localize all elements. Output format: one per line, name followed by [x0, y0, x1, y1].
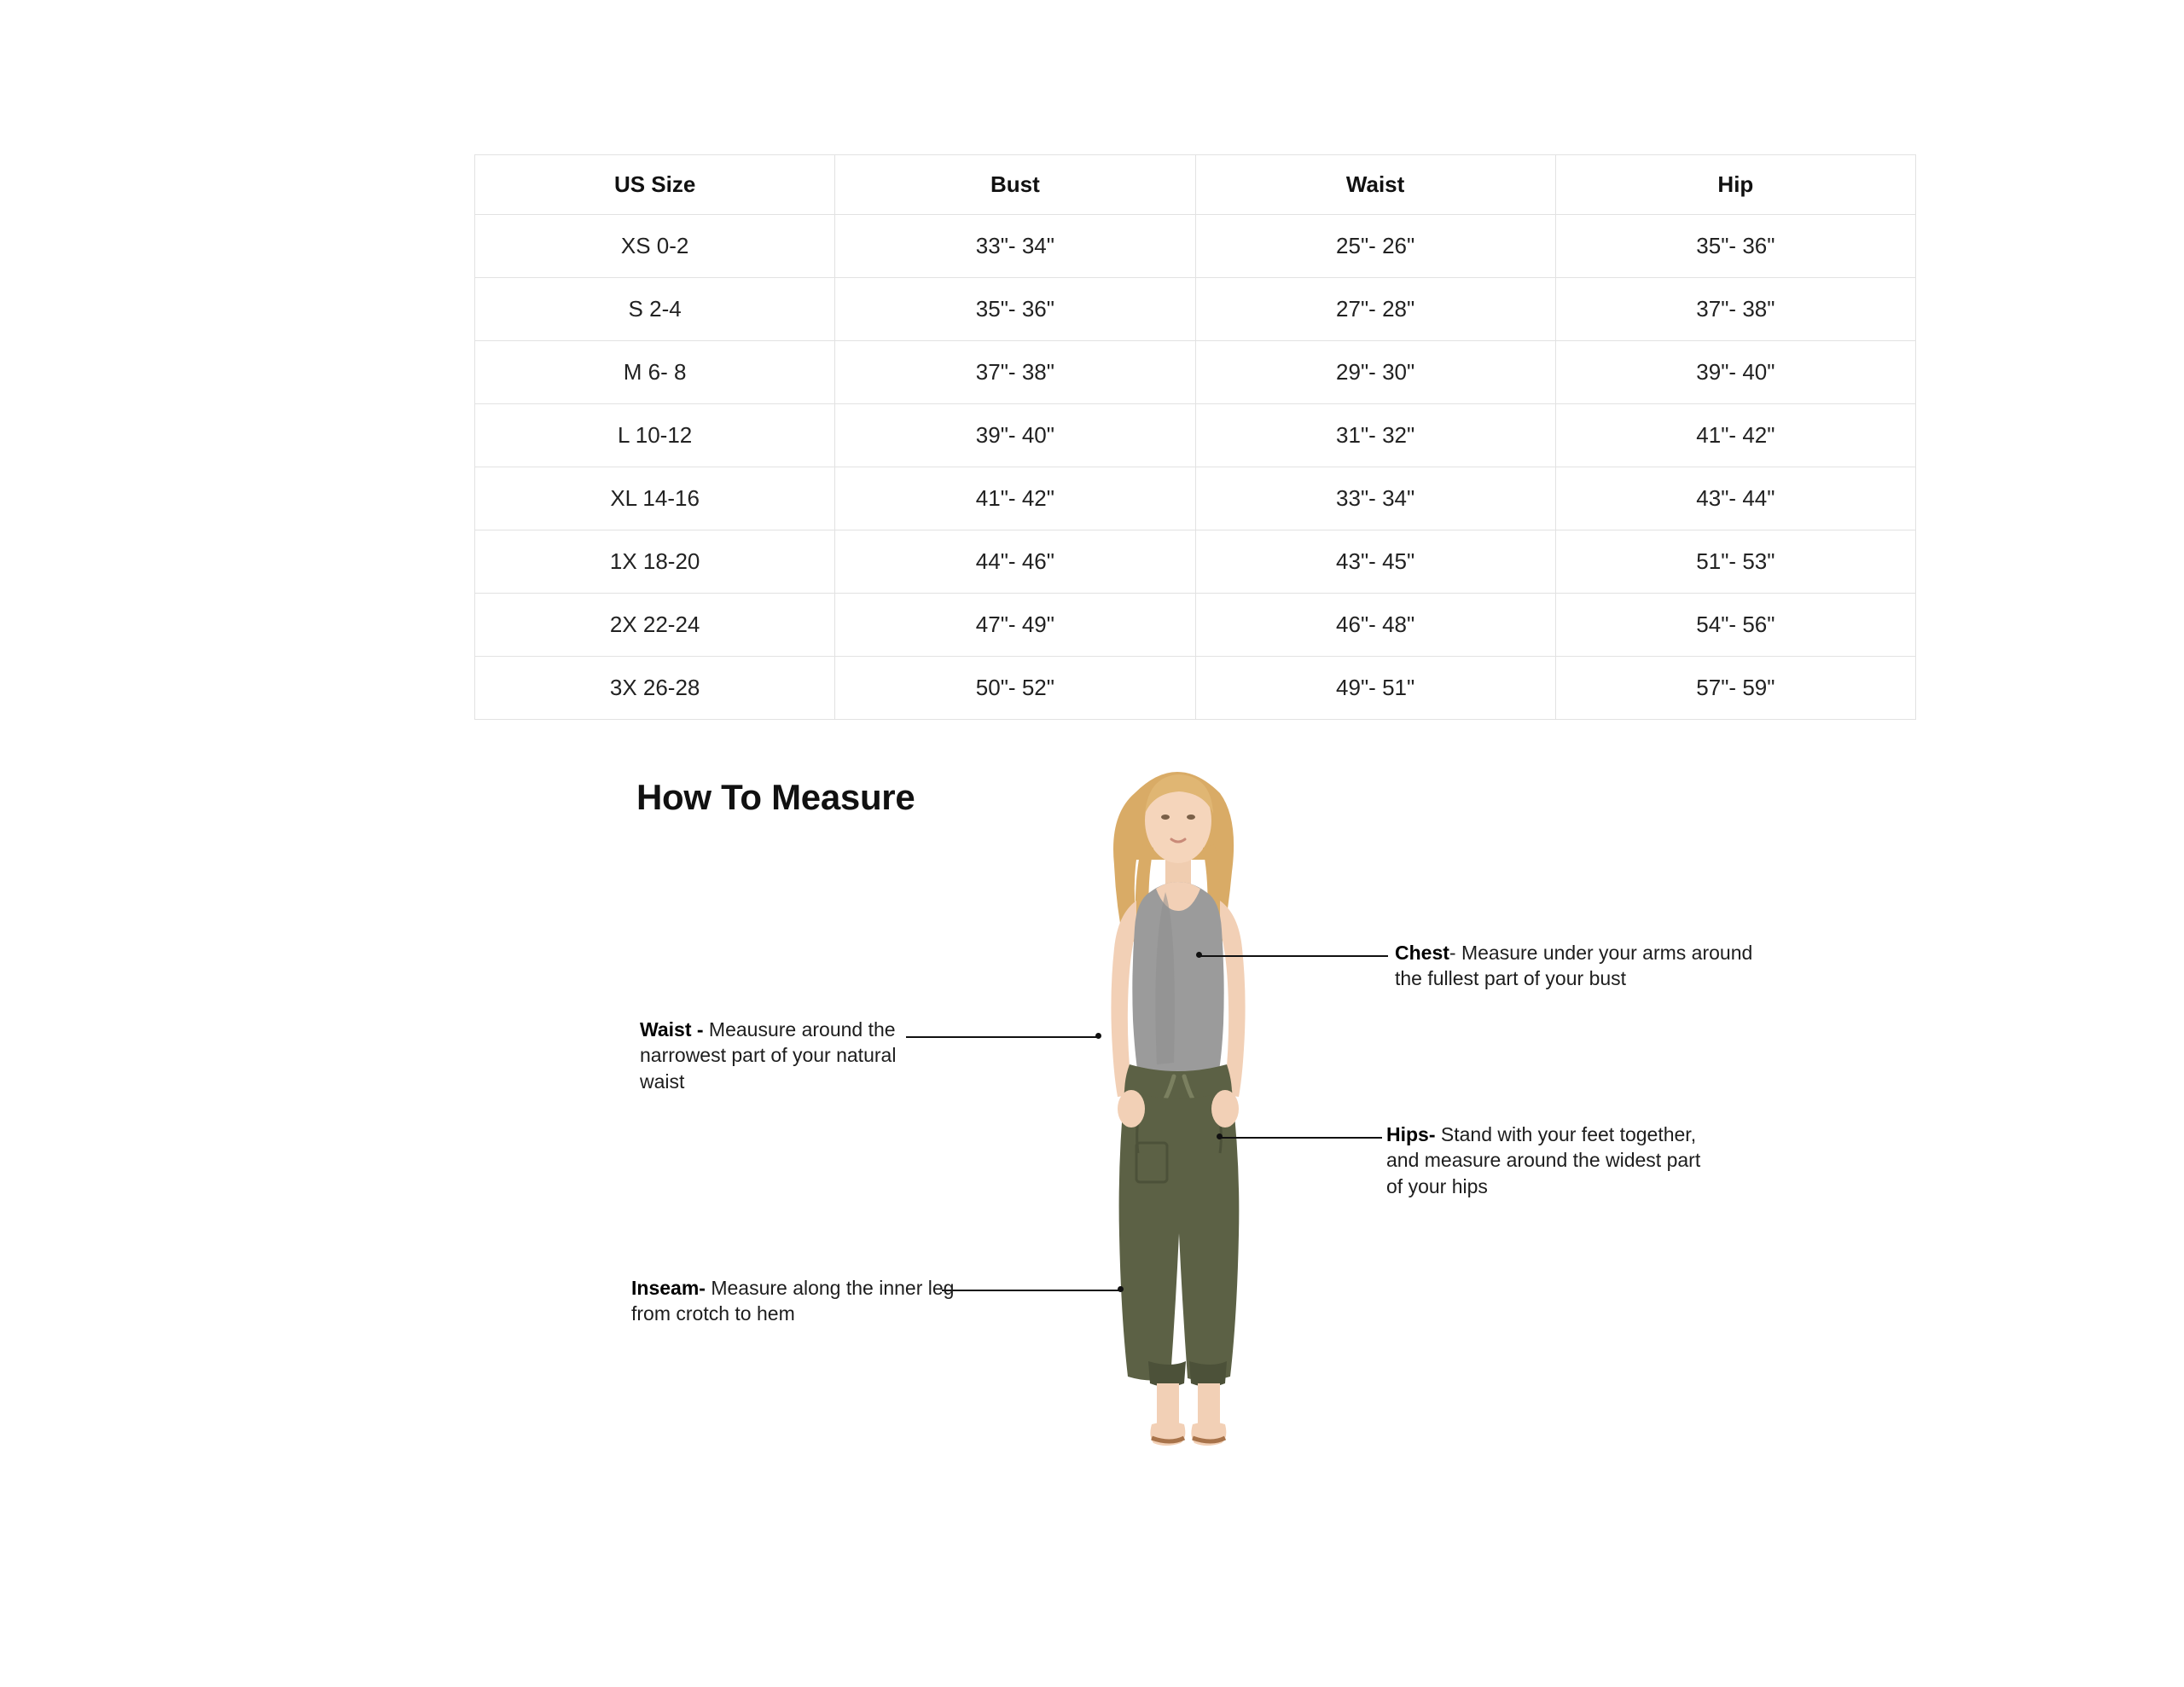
table-row	[475, 594, 1916, 657]
leader-line-hips	[1220, 1137, 1382, 1139]
cell-us-size: 2X 22-24	[475, 594, 835, 657]
column-header-bust: Bust	[835, 155, 1195, 215]
cell-waist: 29"- 30"	[1195, 341, 1555, 404]
how-to-measure-title: How To Measure	[636, 777, 915, 817]
annotation-waist-label: Waist -	[640, 1018, 704, 1041]
table-row	[475, 404, 1916, 467]
cell-bust: 41"- 42"	[835, 467, 1195, 530]
annotation-waist	[640, 1017, 921, 1094]
cell-waist: 25"- 26"	[1195, 215, 1555, 278]
cell-waist: 43"- 45"	[1195, 530, 1555, 594]
cell-us-size: 1X 18-20	[475, 530, 835, 594]
cell-hip: 41"- 42"	[1555, 404, 1915, 467]
cell-bust: 37"- 38"	[835, 341, 1195, 404]
cell-bust: 50"- 52"	[835, 657, 1195, 720]
cell-us-size: XL 14-16	[475, 467, 835, 530]
size-chart-table	[474, 154, 1916, 720]
cell-bust: 44"- 46"	[835, 530, 1195, 594]
leader-line-chest	[1199, 955, 1388, 957]
table-row	[475, 341, 1916, 404]
cell-bust: 47"- 49"	[835, 594, 1195, 657]
cell-hip: 37"- 38"	[1555, 278, 1915, 341]
leader-dot-chest	[1196, 952, 1202, 958]
cell-hip: 54"- 56"	[1555, 594, 1915, 657]
leader-dot-waist	[1095, 1033, 1101, 1039]
cell-waist: 27"- 28"	[1195, 278, 1555, 341]
cell-us-size: S 2-4	[475, 278, 835, 341]
annotation-hips-text: Stand with your feet together, and measure around the widest part of your hips	[1386, 1123, 1701, 1197]
cell-waist: 49"- 51"	[1195, 657, 1555, 720]
leader-dot-inseam	[1118, 1286, 1124, 1292]
table-header-row	[475, 155, 1916, 215]
cell-us-size: 3X 26-28	[475, 657, 835, 720]
table-row	[475, 657, 1916, 720]
cell-hip: 51"- 53"	[1555, 530, 1915, 594]
table-row	[475, 467, 1916, 530]
cell-us-size: XS 0-2	[475, 215, 835, 278]
leader-line-inseam	[942, 1290, 1121, 1291]
cell-hip: 35"- 36"	[1555, 215, 1915, 278]
annotation-chest	[1395, 940, 1753, 992]
table-row	[475, 278, 1916, 341]
table-row	[475, 530, 1916, 594]
cell-us-size: L 10-12	[475, 404, 835, 467]
annotation-inseam-text: Measure along the inner leg from crotch to hem	[631, 1277, 955, 1325]
annotation-chest-label: Chest	[1395, 942, 1449, 964]
cell-bust: 35"- 36"	[835, 278, 1195, 341]
column-header-us-size: US Size	[475, 155, 835, 215]
cell-waist: 33"- 34"	[1195, 467, 1555, 530]
annotation-chest-text: - Measure under your arms around the fullest part of your bust	[1395, 942, 1753, 990]
leader-dot-hips	[1217, 1133, 1223, 1139]
column-header-hip: Hip	[1555, 155, 1915, 215]
cell-bust: 39"- 40"	[835, 404, 1195, 467]
annotation-inseam-label: Inseam-	[631, 1277, 706, 1299]
cell-waist: 31"- 32"	[1195, 404, 1555, 467]
annotation-hips-label: Hips-	[1386, 1123, 1436, 1145]
size-chart-container	[474, 154, 1916, 720]
annotation-inseam	[631, 1275, 956, 1327]
table-row	[475, 215, 1916, 278]
cell-hip: 43"- 44"	[1555, 467, 1915, 530]
model-illustration	[1007, 742, 1348, 1561]
leader-line-waist	[906, 1036, 1099, 1038]
cell-waist: 46"- 48"	[1195, 594, 1555, 657]
cell-hip: 39"- 40"	[1555, 341, 1915, 404]
annotation-hips	[1386, 1122, 1719, 1199]
cell-bust: 33"- 34"	[835, 215, 1195, 278]
cell-us-size: M 6- 8	[475, 341, 835, 404]
annotation-waist-text: Meausure around the narrowest part of your natural waist	[640, 1018, 897, 1093]
cell-hip: 57"- 59"	[1555, 657, 1915, 720]
column-header-waist: Waist	[1195, 155, 1555, 215]
